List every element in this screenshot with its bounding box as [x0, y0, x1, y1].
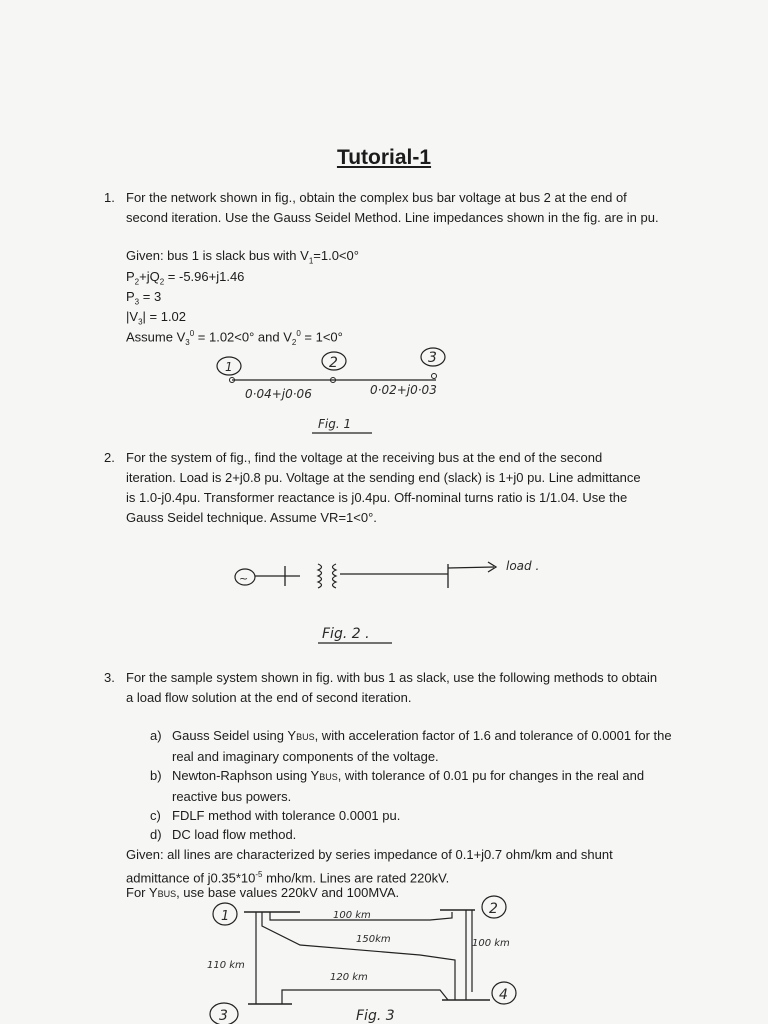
q3-base-values: For YBUS, use base values 220kV and 100MVA. — [126, 885, 400, 900]
q3-item-d-label: d) — [150, 827, 162, 842]
q1-given: Given: bus 1 is slack bus with $V_1=1.0<0^\circ$ — [126, 248, 359, 266]
q1-assume: Assume $V_3^0 = 1.02<0^\circ$ and $V_2^0 = 1<0^\circ$ — [126, 329, 343, 347]
q3-number: 3. — [104, 670, 115, 685]
fig2-load: load . — [506, 559, 540, 573]
q3-text: For the sample system shown in fig. with bus 1 as slack, use the following methods to obtain a load flow solution at the end of second iteration. — [126, 670, 658, 705]
q1-p2q2: $P_2+jQ_2 = -5.96+j1.46$ — [126, 269, 245, 287]
q3-given: Given: all lines are characterized by series impedance of 0.1+j0.7 ohm/km and shunt admittance of $j0.35*10^{-5}$ mho/km. Lines are rated 220kV. — [126, 847, 613, 886]
fig1-bus3: 3 — [428, 350, 437, 366]
q1-number: 1. — [104, 190, 115, 205]
fig2-gen-symbol: ~ — [239, 572, 249, 585]
fig3-bus2: 2 — [489, 901, 498, 917]
fig3-bus4: 4 — [499, 987, 508, 1003]
fig3-line34-label: 120 km — [330, 972, 368, 983]
q1-p3: $P_3 = 3$ — [126, 289, 162, 307]
fig1-z23: 0·02+j0·03 — [370, 383, 437, 397]
q3-item-b: Newton-Raphson using YBUS, with tolerance of 0.01 pu for changes in the real and reactive bus powers. — [172, 768, 645, 804]
page-title: Tutorial-1 — [336, 146, 432, 169]
fig1-caption: Fig. 1 — [318, 417, 352, 431]
q3-item-a-label: a) — [150, 728, 162, 743]
fig1-bus2: 2 — [329, 355, 338, 371]
fig3-bus1: 1 — [221, 909, 230, 924]
fig3-caption: Fig. 3 — [356, 1008, 395, 1024]
q3-item-c-label: c) — [150, 808, 161, 823]
fig1-z12: 0·04+j0·06 — [245, 387, 312, 401]
fig3-line24-label: 100 km — [472, 938, 510, 949]
q2-text: For the system of fig., find the voltage at the receiving bus at the end of the second iteration. Load is 2+j0.8 pu. Voltage at the sending end (slack) is 1+j0 pu. Line admittance is 1.0-j0.4pu. Transformer reactance is j0.4pu. Off-nominal turns ratio is 1/1.04. Use the Gauss Seidel technique. Assume VR=1<0°. — [126, 450, 641, 525]
fig3-bus3: 3 — [219, 1008, 228, 1024]
fig3-line13-label: 110 km — [207, 960, 245, 971]
fig1-bus1: 1 — [225, 360, 233, 374]
q3-item-b-label: b) — [150, 768, 162, 783]
fig3-line14-label: 150km — [356, 934, 391, 945]
fig2-caption: Fig. 2 . — [322, 626, 370, 642]
fig3-line12-label: 100 km — [333, 910, 371, 921]
q2-number: 2. — [104, 450, 115, 465]
q1-v3: $|V_3| = 1.02$ — [126, 309, 187, 327]
q3-item-a: Gauss Seidel using YBUS, with acceleration factor of 1.6 and tolerance of 0.0001 for the real and imaginary components of the voltage. — [172, 728, 672, 764]
q1-text: For the network shown in fig., obtain the complex bus bar voltage at bus 2 at the end of second iteration. Use the Gauss Seidel Method. Line impedances shown in the fig. are in pu. — [126, 190, 659, 225]
q3-item-d: DC load flow method. — [172, 827, 297, 842]
q3-item-c: FDLF method with tolerance 0.0001 pu. — [172, 808, 401, 823]
